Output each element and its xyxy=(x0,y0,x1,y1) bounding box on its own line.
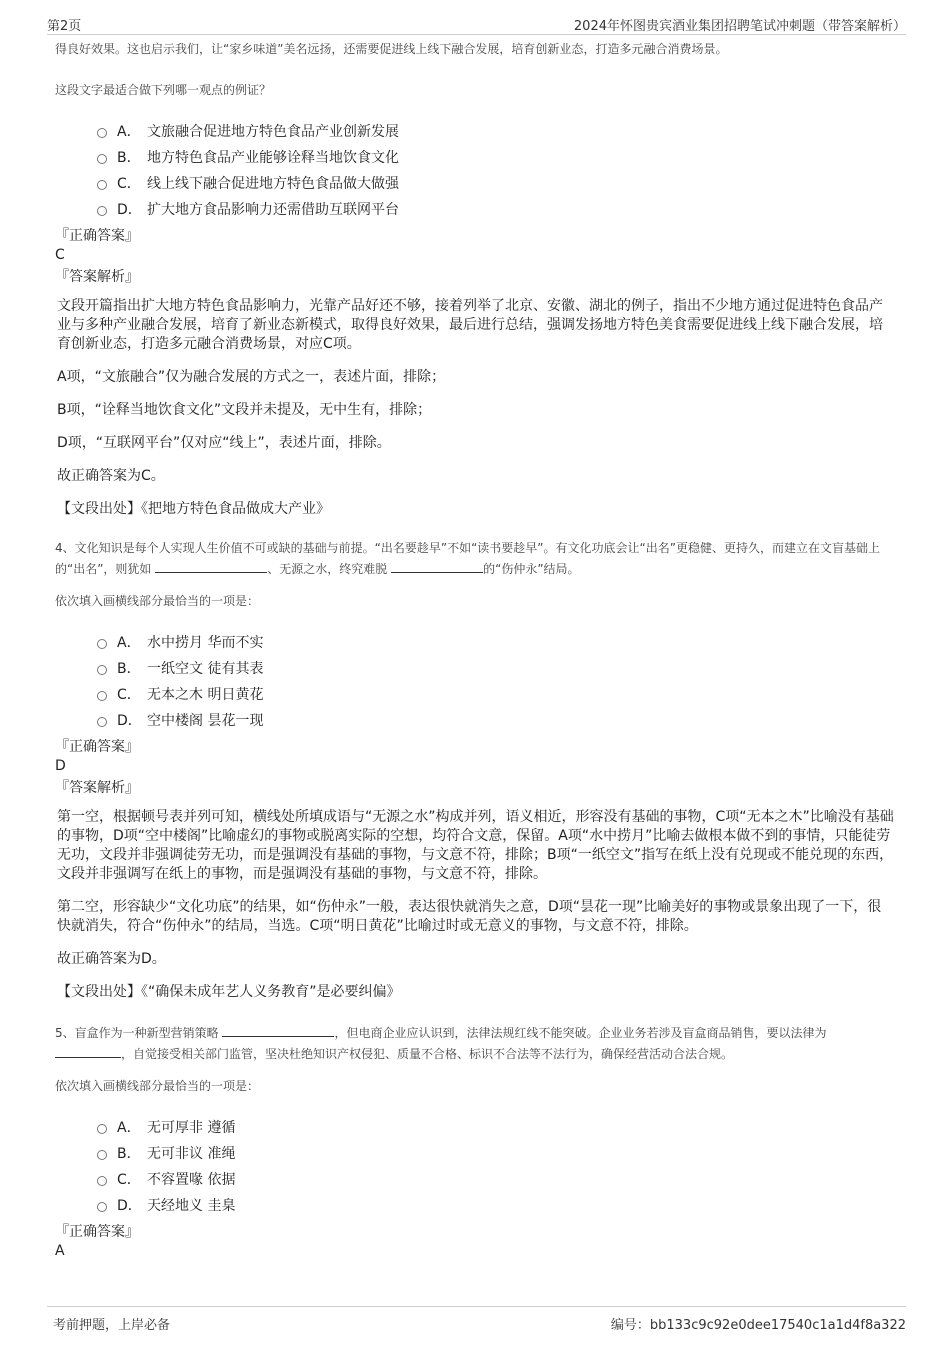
option-letter: C． xyxy=(117,687,141,703)
q5-option-d[interactable] xyxy=(97,1192,895,1218)
q5-option-c[interactable] xyxy=(97,1166,895,1192)
q4-stem-part2: 、无源之水，终究难脱 xyxy=(267,562,388,576)
radio-icon[interactable] xyxy=(97,691,107,701)
q4-blank-2 xyxy=(391,558,483,573)
q4-stem-part3: 的“伤仲永”结局。 xyxy=(483,562,580,576)
q4-option-d[interactable] xyxy=(97,707,895,733)
option-text: 无本之木 明日黄花 xyxy=(147,687,264,703)
radio-icon[interactable] xyxy=(97,639,107,649)
option-text: 空中楼阁 昙花一现 xyxy=(147,713,264,729)
q3-answer: C xyxy=(55,247,65,263)
document-id: 编号：bb133c9c92e0dee17540c1a1d4f8a322 xyxy=(610,1318,906,1333)
option-letter: B． xyxy=(117,1146,141,1162)
document-body xyxy=(55,40,895,1261)
option-text: 一纸空文 徒有其表 xyxy=(147,661,264,677)
q3-analysis-paragraph: B项，“诠释当地饮食文化”文段并未提及，无中生有，排除； xyxy=(57,402,432,418)
radio-icon[interactable] xyxy=(97,1176,107,1186)
q5-stem-part3: ，自觉接受相关部门监管，坚决杜绝知识产权侵犯、质量不合格、标识不合法等不法行为，确保经营活动合法合规。 xyxy=(121,1047,734,1061)
q5-stem-part2: ，但电商企业应认识到，法律法规红线不能突破。企业业务若涉及盲盒商品销售，要以法律为 xyxy=(334,1026,827,1040)
radio-icon[interactable] xyxy=(97,206,107,216)
q5-stem xyxy=(55,1022,895,1064)
option-letter: B． xyxy=(117,661,141,677)
q4-option-a[interactable] xyxy=(97,629,895,655)
q3-answer-label: 『正确答案』 xyxy=(55,228,139,244)
option-letter: C． xyxy=(117,176,141,192)
option-letter: C． xyxy=(117,1172,141,1188)
option-text: 无可非议 准绳 xyxy=(147,1146,236,1162)
option-letter: D． xyxy=(117,1198,142,1214)
q4-prompt: 依次填入画横线部分最恰当的一项是： xyxy=(55,594,260,608)
q3-option-a[interactable] xyxy=(97,118,895,144)
radio-icon[interactable] xyxy=(97,1124,107,1134)
q5-answer-label: 『正确答案』 xyxy=(55,1224,139,1240)
q3-analysis-paragraph: D项，“互联网平台”仅对应“线上”，表述片面，排除。 xyxy=(57,435,391,451)
document-title: 2024年怀图贵宾酒业集团招聘笔试冲刺题（带答案解析） xyxy=(573,19,906,34)
q4-analysis-paragraph: 第一空，根据顿号表并列可知，横线处所填成语与“无源之水”构成并列，语义相近，形容没有基础的事物，C项“无本之木”比喻没有基础的事物，D项“空中楼阁”比喻虚幻的事物或脱离实际的空想，均符合文意，保留。A项“水中捞月”比喻去做根本做不到的事情，只能徒劳无功，文段并非强调徒劳无功，而是强调没有基础的事物，与文意不符，排除；B项“一纸空文”指写在纸上没有兑现或不能兑现的东西，文段并非强调写在纸上的事物，而是强调没有基础的事物，与文意不符，排除。 xyxy=(57,809,894,882)
page-footer xyxy=(47,1306,906,1333)
q3-conclusion: 故正确答案为C。 xyxy=(57,468,165,484)
option-letter: D． xyxy=(117,202,142,218)
page-header xyxy=(47,14,906,35)
option-text: 地方特色食品产业能够诠释当地饮食文化 xyxy=(147,150,399,166)
option-text: 不容置喙 依据 xyxy=(147,1172,236,1188)
q3-option-b[interactable] xyxy=(97,144,895,170)
q5-option-a[interactable] xyxy=(97,1114,895,1140)
option-text: 无可厚非 遵循 xyxy=(147,1120,236,1136)
q4-answer-label: 『正确答案』 xyxy=(55,739,139,755)
q3-options xyxy=(97,118,895,222)
q3-source: 【文段出处】《把地方特色食品做成大产业》 xyxy=(57,501,330,517)
radio-icon[interactable] xyxy=(97,665,107,675)
q4-option-b[interactable] xyxy=(97,655,895,681)
radio-icon[interactable] xyxy=(97,1150,107,1160)
radio-icon[interactable] xyxy=(97,717,107,727)
q3-analysis-paragraph: 文段开篇指出扩大地方特色食品影响力，光靠产品好还不够，接着列举了北京、安徽、湖北的例子，指出不少地方通过促进特色食品产业与多种产业融合发展，培育了新业态新模式，取得良好效果，最后进行总结，强调发扬地方特色美食需要促进线上线下融合发展，培育创新业态，打造多元融合消费场景，对应C项。 xyxy=(57,298,883,352)
q4-conclusion: 故正确答案为D。 xyxy=(57,951,166,967)
q4-blank-1 xyxy=(155,558,267,573)
option-letter: A． xyxy=(117,635,141,651)
q5-options xyxy=(97,1114,895,1218)
q5-blank-1 xyxy=(222,1022,334,1037)
option-letter: D． xyxy=(117,713,142,729)
footer-slogan: 考前押题，上岸必备 xyxy=(53,1318,171,1333)
q4-option-c[interactable] xyxy=(97,681,895,707)
q3-analysis-label: 『答案解析』 xyxy=(55,269,139,285)
q4-stem-part1: 4、文化知识是每个人实现人生价值不可或缺的基础与前提。“出名要趁早”不如“读书要趁早”。有文化功底会让“出名”更稳健、更持久，而建立在文盲基础上的“出名”，则犹如 xyxy=(55,541,880,576)
q4-options xyxy=(97,629,895,733)
q4-stem xyxy=(55,539,895,579)
q5-answer: A xyxy=(55,1243,65,1259)
q4-answer: D xyxy=(55,758,66,774)
option-letter: B． xyxy=(117,150,141,166)
option-text: 文旅融合促进地方特色食品产业创新发展 xyxy=(147,124,399,140)
option-letter: A． xyxy=(117,124,141,140)
page-number: 第2页 xyxy=(47,19,82,34)
q5-option-b[interactable] xyxy=(97,1140,895,1166)
radio-icon[interactable] xyxy=(97,1202,107,1212)
q5-blank-2 xyxy=(55,1043,121,1058)
radio-icon[interactable] xyxy=(97,128,107,138)
q4-analysis-label: 『答案解析』 xyxy=(55,780,139,796)
option-text: 线上线下融合促进地方特色食品做大做强 xyxy=(147,176,399,192)
q3-prompt: 这段文字最适合做下列哪一观点的例证？ xyxy=(55,83,272,97)
q5-stem-part1: 5、盲盒作为一种新型营销策略 xyxy=(55,1026,219,1040)
radio-icon[interactable] xyxy=(97,180,107,190)
q5-prompt: 依次填入画横线部分最恰当的一项是： xyxy=(55,1079,260,1093)
q3-option-d[interactable] xyxy=(97,196,895,222)
q3-analysis-paragraph: A项，“文旅融合”仅为融合发展的方式之一，表述片面，排除； xyxy=(57,369,446,385)
q3-passage-tail: 得良好效果。这也启示我们，让“家乡味道”美名远扬，还需要促进线上线下融合发展，培育创新业态，打造多元融合消费场景。 xyxy=(55,42,728,56)
radio-icon[interactable] xyxy=(97,154,107,164)
option-text: 天经地义 圭臬 xyxy=(147,1198,236,1214)
q4-analysis-paragraph: 第二空，形容缺少“文化功底”的结果，如“伤仲永”一般，表达很快就消失之意，D项“昙花一现”比喻美好的事物或景象出现了一下，很快就消失，符合“伤仲永”的结局，当选。C项“明日黄花”比喻过时或无意义的事物，与文意不符，排除。 xyxy=(57,899,882,934)
option-letter: A． xyxy=(117,1120,141,1136)
option-text: 水中捞月 华而不实 xyxy=(147,635,264,651)
option-text: 扩大地方食品影响力还需借助互联网平台 xyxy=(147,202,399,218)
q4-source: 【文段出处】《“确保未成年艺人义务教育”是必要纠偏》 xyxy=(57,984,401,1000)
q3-option-c[interactable] xyxy=(97,170,895,196)
